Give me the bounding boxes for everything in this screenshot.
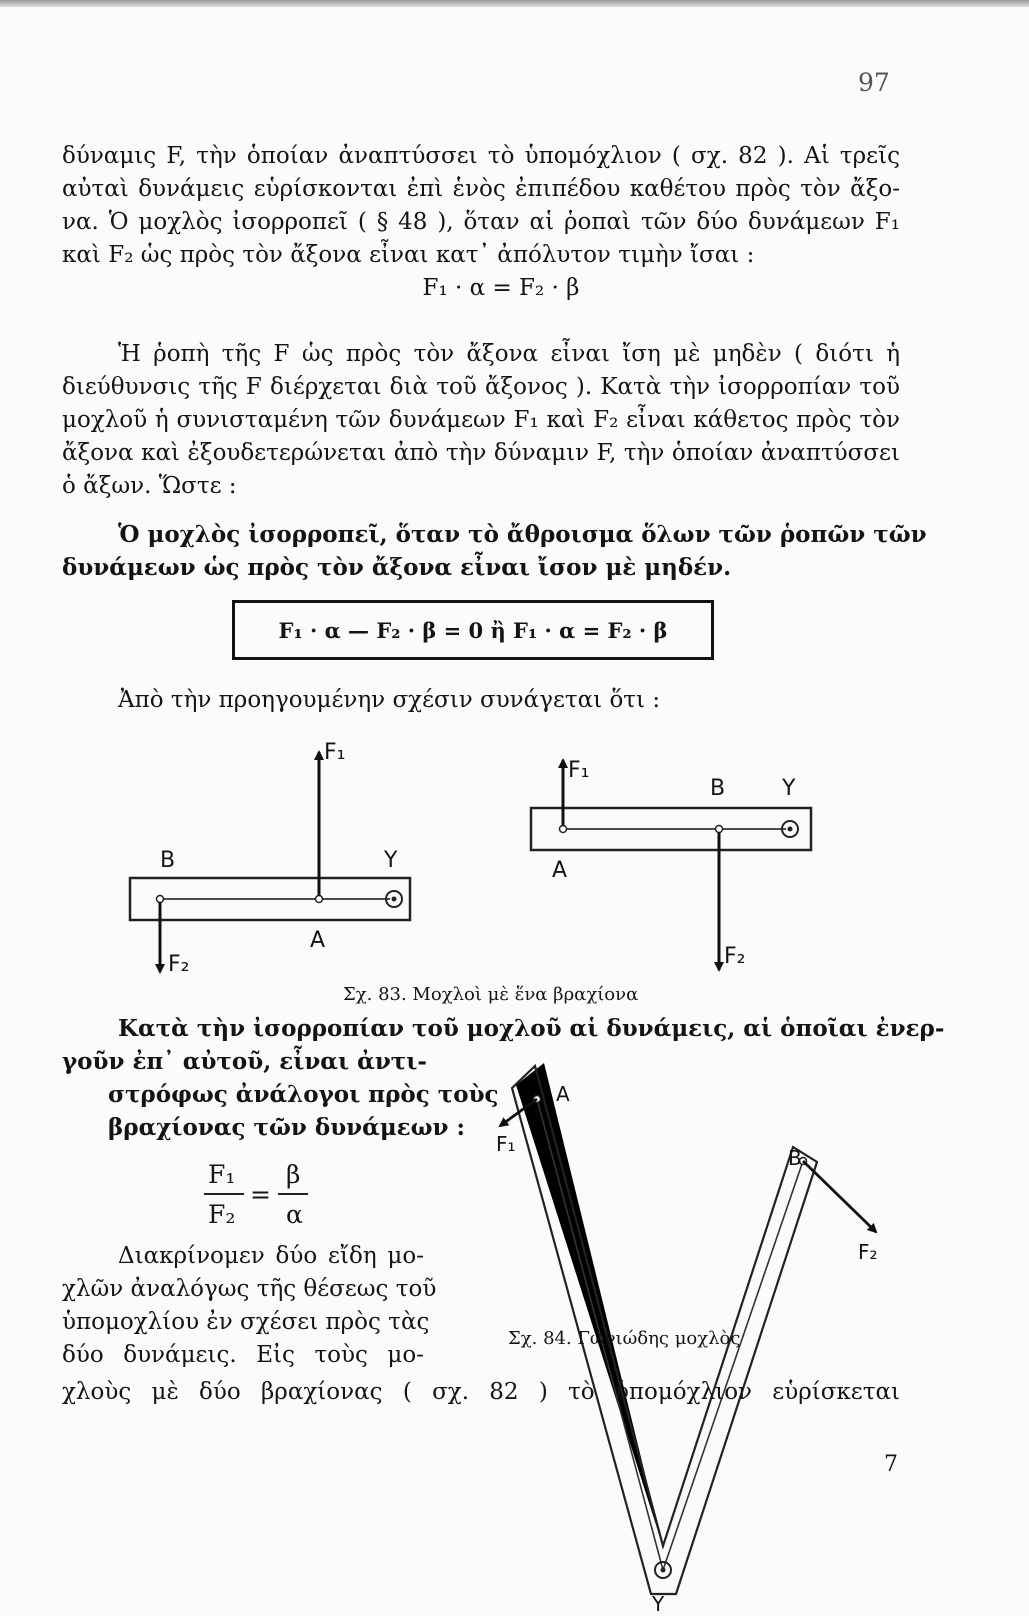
paragraph-3	[62, 1240, 437, 1372]
text-line: χλῶν ἀναλόγως τῆς θέσεως τοῦ	[62, 1276, 437, 1302]
fraction-num-right: β	[286, 1160, 301, 1189]
text-line: γοῦν ἐπ᾽ αὐτοῦ, εἶναι ἀντι-	[62, 1048, 427, 1075]
ratio-formula	[200, 1160, 310, 1240]
text-line: Κατὰ τὴν ἰσορροπίαν τοῦ μοχλοῦ αἱ δυνάμεις, αἱ ὁποῖαι ἐνερ-	[118, 1015, 945, 1042]
equation-moments: F₁ · α = F₂ · β	[422, 275, 580, 301]
fig84-a-label: A	[556, 1082, 570, 1106]
fig83-right-a-label: A	[552, 858, 568, 883]
text-line: ὁ ἄξων. Ὥστε :	[62, 473, 237, 499]
text-line: μοχλοῦ ἡ συνισταμένη τῶν δυνάμεων F₁ καὶ F₂ εἶναι κάθετος πρὸς τὸν	[62, 407, 900, 433]
fig83-left-b-label: B	[160, 848, 176, 873]
text-line: αὐταὶ δυνάμεις εὑρίσκονται ἐπὶ ἑνὸς ἐπιπέδου καθέτου πρὸς τὸν ἄξο-	[62, 176, 900, 202]
rule-inverse-proportion	[62, 1012, 945, 1045]
fig84-f2-label: F₂	[858, 1240, 878, 1264]
rule-inverse-proportion-column	[62, 1045, 499, 1144]
fig84-y-label: Y	[652, 1592, 665, 1616]
text-line: δύναμις F, τὴν ὁποίαν ἀναπτύσσει τὸ ὑπομόχλιον ( σχ. 82 ). Αἱ τρεῖς	[62, 143, 900, 169]
text-line: Ὁ μοχλὸς ἰσορροπεῖ, ὅταν τὸ ἄθροισμα ὅλων τῶν ῥοπῶν τῶν	[118, 521, 927, 548]
text-line: Ἀπὸ τὴν προηγουμένην σχέσιν συνάγεται ὅτι :	[118, 687, 661, 713]
fig83-left-f1-label: F₁	[324, 740, 346, 765]
fig84-caption: Σχ. 84. Γωνιώδης μοχλὸς	[508, 1328, 741, 1349]
text-line: ἄξονα καὶ ἐξουδετερώνεται ἀπὸ τὴν δύναμιν F, τὴν ὁποίαν ἀναπτύσσει	[62, 440, 900, 466]
text-line: Ἡ ῥοπὴ τῆς F ὡς πρὸς τὸν ἄξονα εἶναι ἴση μὲ μηδὲν ( διότι ἡ	[118, 341, 900, 367]
last-line	[62, 1376, 900, 1409]
signature-number: 7	[884, 1452, 898, 1477]
fraction-equals: =	[250, 1180, 271, 1209]
fraction-den-right: α	[286, 1200, 303, 1229]
fraction-bar-right	[278, 1193, 308, 1195]
text-line: χλοὺς μὲ δύο βραχίονας ( σχ. 82 ) τὸ ὑπομόχλιον εὑρίσκεται	[62, 1379, 900, 1405]
fraction-bar-left	[204, 1193, 244, 1195]
fraction-num-left: F₁	[208, 1160, 236, 1189]
text-line: Διακρίνομεν δύο εἴδη μο-	[118, 1243, 424, 1269]
fraction-den-left: F₂	[208, 1200, 236, 1229]
fig83-right-y-label: Y	[782, 776, 796, 801]
fig83-left-f2-label: F₂	[168, 952, 190, 977]
text-line: βραχίονας τῶν δυνάμεων :	[108, 1114, 466, 1141]
text-line: ὑπομοχλίου ἐν σχέσει πρὸς τὰς	[62, 1309, 430, 1335]
fig83-right-f1-label: F₁	[568, 758, 590, 783]
page-number: 97	[858, 68, 890, 97]
text-line: καὶ F₂ ὡς πρὸς τὸν ἄξονα εἶναι κατ᾽ ἀπόλυτον τιμὴν ἴσαι :	[62, 242, 755, 268]
fig84-f1-label: F₁	[496, 1132, 516, 1156]
text-line: δύο δυνάμεις. Εἰς τοὺς μο-	[62, 1342, 424, 1368]
text-line: δυνάμεων ὡς πρὸς τὸν ἄξονα εἶναι ἴσον μὲ μηδέν.	[62, 554, 732, 581]
text-line: στρόφως ἀνάλογοι πρὸς τοὺς	[108, 1081, 499, 1108]
fig84-b-label: B	[788, 1146, 802, 1170]
text-line: διεύθυνσις τῆς F διέρχεται διὰ τοῦ ἄξονος ). Κατὰ τὴν ἰσορροπίαν τοῦ	[62, 374, 900, 400]
boxed-formula: F₁ · α — F₂ · β = 0 ἢ F₁ · α = F₂ · β	[232, 600, 714, 660]
fig83-right-f2-label: F₂	[724, 944, 746, 969]
text-line: να. Ὁ μοχλὸς ἰσορροπεῖ ( § 48 ), ὅταν αἱ ῥοπαὶ τῶν δύο δυνάμεων F₁	[62, 209, 900, 235]
fig83-right-b-label: B	[710, 776, 726, 801]
fig83-left-a-label: A	[310, 928, 326, 953]
fig83-caption: Σχ. 83. Μοχλοὶ μὲ ἕνα βραχίονα	[343, 984, 639, 1005]
fig83-left-y-label: Y	[384, 848, 398, 873]
